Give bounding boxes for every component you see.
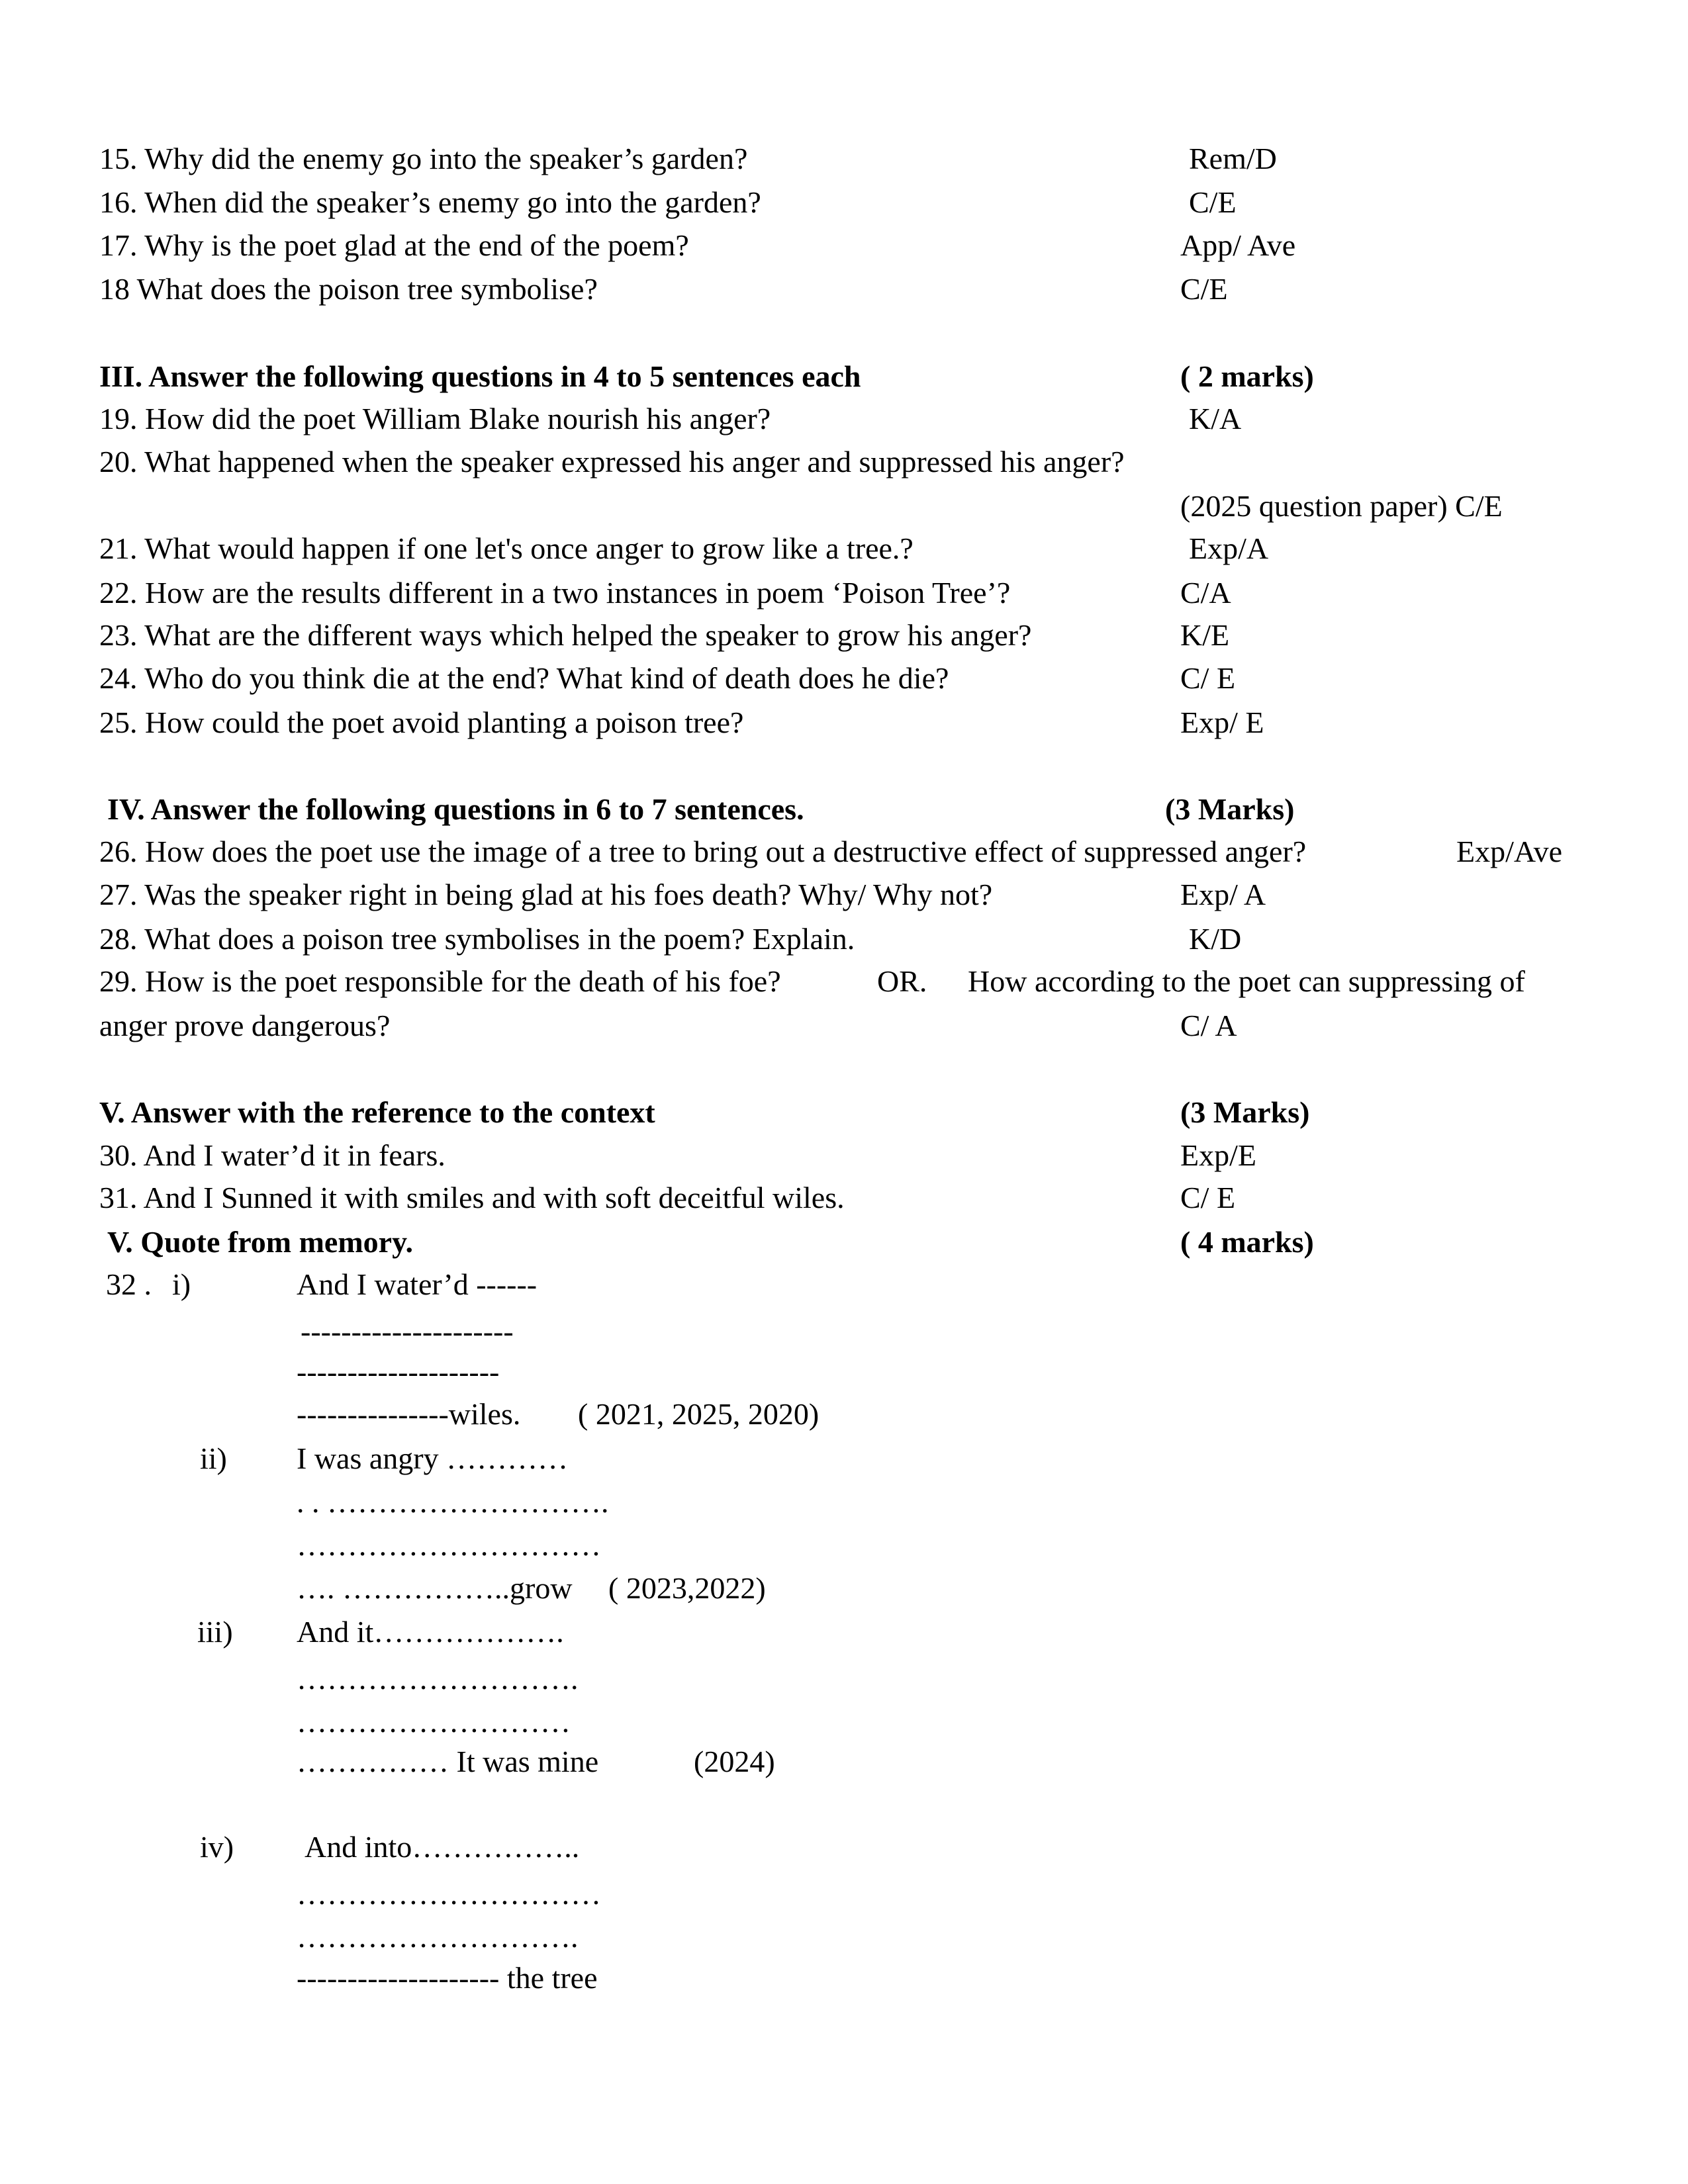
item-i-label: i) — [172, 1267, 191, 1301]
section-5-heading: V. Answer with the reference to the context — [99, 1095, 655, 1129]
item-i-line: And I water’d ------ — [297, 1267, 538, 1301]
question-21: 21. What would happen if one let's once anger to grow like a tree.? — [99, 531, 914, 565]
item-ii-line: . . ………………………. — [297, 1485, 609, 1519]
question-16: 16. When did the speaker’s enemy go into the garden? — [99, 185, 761, 219]
item-iv-label: iv) — [200, 1830, 234, 1864]
question-20: 20. What happened when the speaker expressed his anger and suppressed his anger? — [99, 445, 1125, 478]
question-22: 22. How are the results different in a two instances in poem ‘Poison Tree’? — [99, 576, 1011, 610]
question-18-tag: C/E — [1180, 272, 1228, 306]
section-6-heading: V. Quote from memory. — [107, 1225, 414, 1259]
question-25-tag: Exp/ E — [1180, 705, 1264, 739]
question-15: 15. Why did the enemy go into the speaker’s garden? — [99, 142, 748, 175]
section-5-marks: (3 Marks) — [1180, 1095, 1310, 1129]
section-4-marks: (3 Marks) — [1165, 792, 1295, 826]
question-26-tag: Exp/Ave — [1456, 835, 1563, 868]
question-25: 25. How could the poet avoid planting a poison tree? — [99, 705, 744, 739]
item-i-line: --------------------- — [301, 1314, 514, 1348]
question-15-tag: Rem/D — [1189, 142, 1277, 175]
item-iii-line: ……………………… — [297, 1705, 571, 1739]
item-ii-label: ii) — [200, 1441, 227, 1475]
item-ii-line: …. ……………..grow — [297, 1571, 573, 1605]
item-iv-line: And into…………….. — [305, 1830, 580, 1864]
item-iv-line: ………………………. — [297, 1920, 579, 1954]
item-iii-line: ………………………. — [297, 1662, 579, 1696]
question-29-alt: How according to the poet can suppressing of — [968, 964, 1525, 998]
question-29-alt-cont: anger prove dangerous? — [99, 1009, 391, 1042]
section-3-marks: ( 2 marks) — [1180, 359, 1314, 393]
section-6-marks: ( 4 marks) — [1180, 1225, 1314, 1259]
question-29-or: OR. — [877, 964, 927, 998]
item-ii-years: ( 2023,2022) — [608, 1571, 766, 1605]
question-27-tag: Exp/ A — [1180, 878, 1266, 911]
question-30-tag: Exp/E — [1180, 1138, 1256, 1172]
item-iii-years: (2024) — [694, 1745, 775, 1778]
question-17: 17. Why is the poet glad at the end of the poem? — [99, 228, 689, 262]
question-28: 28. What does a poison tree symbolises in the poem? Explain. — [99, 922, 855, 956]
question-32-number: 32 . — [106, 1267, 152, 1301]
question-28-tag: K/D — [1189, 922, 1242, 956]
question-23-tag: K/E — [1180, 618, 1230, 652]
item-i-years: ( 2021, 2025, 2020) — [578, 1397, 820, 1431]
item-ii-line: I was angry ………… — [297, 1441, 569, 1475]
item-iii-line: And it………………. — [297, 1615, 564, 1649]
item-ii-line: ………………………… — [297, 1528, 601, 1562]
question-30: 30. And I water’d it in fears. — [99, 1138, 445, 1172]
section-3-heading: III. Answer the following questions in 4 to 5 sentences each — [99, 359, 861, 393]
item-iii-label: iii) — [197, 1615, 233, 1649]
question-31: 31. And I Sunned it with smiles and with soft deceitful wiles. — [99, 1181, 845, 1214]
question-22-tag: C/A — [1180, 576, 1231, 610]
question-20-tag: (2025 question paper) C/E — [1180, 489, 1503, 523]
section-4-heading: IV. Answer the following questions in 6 to 7 sentences. — [107, 792, 804, 826]
question-27: 27. Was the speaker right in being glad at his foes death? Why/ Why not? — [99, 878, 993, 911]
question-16-tag: C/E — [1189, 185, 1237, 219]
question-18: 18 What does the poison tree symbolise? — [99, 272, 598, 306]
item-iii-line: …………… It was mine — [297, 1745, 599, 1778]
question-29: 29. How is the poet responsible for the death of his foe? — [99, 964, 781, 998]
item-iv-line: ………………………… — [297, 1877, 601, 1911]
item-iv-line: -------------------- the tree — [297, 1961, 598, 1995]
question-26: 26. How does the poet use the image of a tree to bring out a destructive effect of suppressed anger? — [99, 835, 1307, 868]
question-24-tag: C/ E — [1180, 661, 1236, 695]
question-17-tag: App/ Ave — [1180, 228, 1296, 262]
item-i-line: ---------------wiles. — [297, 1397, 521, 1431]
question-23: 23. What are the different ways which helped the speaker to grow his anger? — [99, 618, 1032, 652]
item-i-line: -------------------- — [297, 1355, 500, 1388]
question-19-tag: K/A — [1189, 402, 1242, 435]
question-24: 24. Who do you think die at the end? What kind of death does he die? — [99, 661, 949, 695]
question-21-tag: Exp/A — [1189, 531, 1269, 565]
question-31-tag: C/ E — [1180, 1181, 1236, 1214]
question-29-tag: C/ A — [1180, 1009, 1237, 1042]
question-19: 19. How did the poet William Blake nourish his anger? — [99, 402, 771, 435]
